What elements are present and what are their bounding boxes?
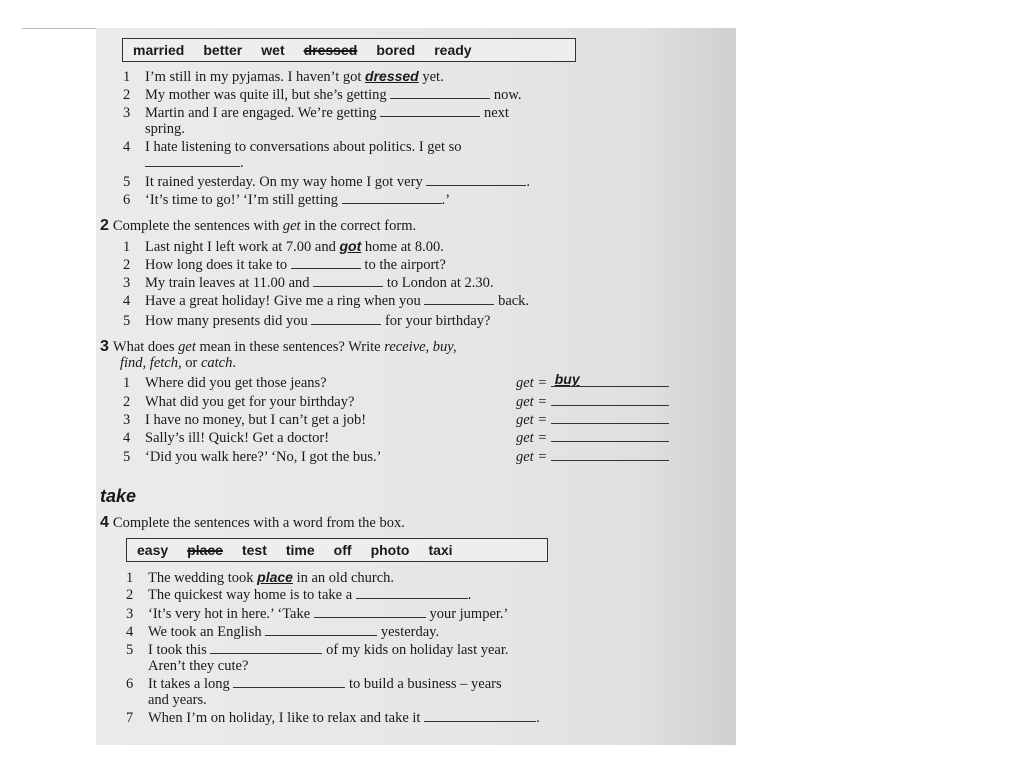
box-word: test xyxy=(241,542,267,558)
word-box-1 xyxy=(122,38,576,62)
answer-blank xyxy=(424,293,494,305)
answer-blank xyxy=(291,257,361,269)
ex4-instruction: 4 Complete the sentences with a word from the box. xyxy=(100,514,405,531)
box-word: ready xyxy=(434,42,472,58)
box-word-used: place xyxy=(187,542,223,558)
ex4-item-7: 7 When I’m on holiday, I like to relax and take it . xyxy=(126,710,540,726)
word-box-2 xyxy=(126,538,548,562)
ex1-item-6: 6 ‘It’s time to go!’ ‘I’m still getting .’ xyxy=(123,192,451,208)
ex4-item-5: 5 I took this of my kids on holiday last year. xyxy=(126,642,509,658)
ex2-item-3: 3 My train leaves at 11.00 and to London at 2.30. xyxy=(123,275,494,291)
ex3-item-1: 1 Where did you get those jeans? xyxy=(123,375,327,391)
ex3-instruction-cont: find, fetch, or catch. xyxy=(120,355,236,371)
ex4-item-3: 3 ‘It’s very hot in here.’ ‘Take your jumper.’ xyxy=(126,606,509,622)
answer-blank xyxy=(314,606,426,618)
ex4-item-5-cont: Aren’t they cute? xyxy=(148,658,249,674)
ex1-item-4: 4 I hate listening to conversations about politics. I get so xyxy=(123,139,462,155)
ex2-item-5: 5 How many presents did you for your birthday? xyxy=(123,313,491,329)
ex1-item-4-cont: . xyxy=(145,155,244,171)
ex3-instruction: 3 What does get mean in these sentences? Write receive, buy, xyxy=(100,338,457,355)
ex4-item-6-cont: and years. xyxy=(148,692,207,708)
ex2-item-1: 1 Last night I left work at 7.00 and got home at 8.00. xyxy=(123,238,444,255)
answer-blank xyxy=(426,174,526,186)
ex3-answer-2: get = xyxy=(516,394,669,410)
example-answer: buy xyxy=(554,371,580,387)
ex4-item-2: 2 The quickest way home is to take a . xyxy=(126,587,472,603)
worksheet-page xyxy=(96,28,736,745)
section-heading: take xyxy=(100,486,137,506)
ex3-item-5: 5 ‘Did you walk here?’ ‘No, I got the bus.’ xyxy=(123,449,382,465)
box-word-used: dressed xyxy=(303,42,358,58)
answer-blank xyxy=(356,587,468,599)
answer-blank xyxy=(313,275,383,287)
ex1-item-5: 5 It rained yesterday. On my way home I got very . xyxy=(123,174,530,190)
answer-blank xyxy=(380,105,480,117)
ex4-item-6: 6 It takes a long to build a business – years xyxy=(126,676,502,692)
box-word: wet xyxy=(261,42,285,58)
ex2-item-2: 2 How long does it take to to the airport? xyxy=(123,257,446,273)
box-word: married xyxy=(133,42,185,58)
ex3-answer-4: get = xyxy=(516,430,669,446)
example-answer: got xyxy=(339,238,362,254)
ex3-answer-5: get = xyxy=(516,449,669,465)
ex1-item-3: 3 Martin and I are engaged. We’re getting next xyxy=(123,105,509,121)
box-word: easy xyxy=(137,542,169,558)
ex2-instruction: 2 Complete the sentences with get in the correct form. xyxy=(100,217,417,234)
answer-blank xyxy=(210,642,322,654)
answer-blank xyxy=(311,313,381,325)
ex1-item-3-cont: spring. xyxy=(145,121,185,137)
ex3-item-3: 3 I have no money, but I can’t get a job! xyxy=(123,412,367,428)
ex3-answer-1: get = buy xyxy=(516,375,669,391)
box-word: time xyxy=(285,542,315,558)
ex1-item-1: 1 I’m still in my pyjamas. I haven’t got dressed yet. xyxy=(123,68,444,85)
box-word: better xyxy=(203,42,243,58)
ex3-item-4: 4 Sally’s ill! Quick! Get a doctor! xyxy=(123,430,330,446)
example-answer: dressed xyxy=(365,68,419,84)
answer-blank xyxy=(342,192,442,204)
box-word: bored xyxy=(376,42,416,58)
ex1-item-2: 2 My mother was quite ill, but she’s getting now. xyxy=(123,87,522,103)
box-word: off xyxy=(333,542,352,558)
answer-blank xyxy=(145,155,240,167)
ex4-item-4: 4 We took an English yesterday. xyxy=(126,624,440,640)
ex2-item-4: 4 Have a great holiday! Give me a ring when you back. xyxy=(123,293,530,309)
answer-blank xyxy=(390,87,490,99)
ex3-item-2: 2 What did you get for your birthday? xyxy=(123,394,355,410)
box-word: photo xyxy=(370,542,410,558)
box-word: taxi xyxy=(428,542,453,558)
ex4-item-1: 1 The wedding took place in an old church. xyxy=(126,569,395,586)
answer-blank xyxy=(233,676,345,688)
answer-blank xyxy=(265,624,377,636)
ex3-answer-3: get = xyxy=(516,412,669,428)
example-answer: place xyxy=(257,569,293,585)
answer-blank xyxy=(424,710,536,722)
